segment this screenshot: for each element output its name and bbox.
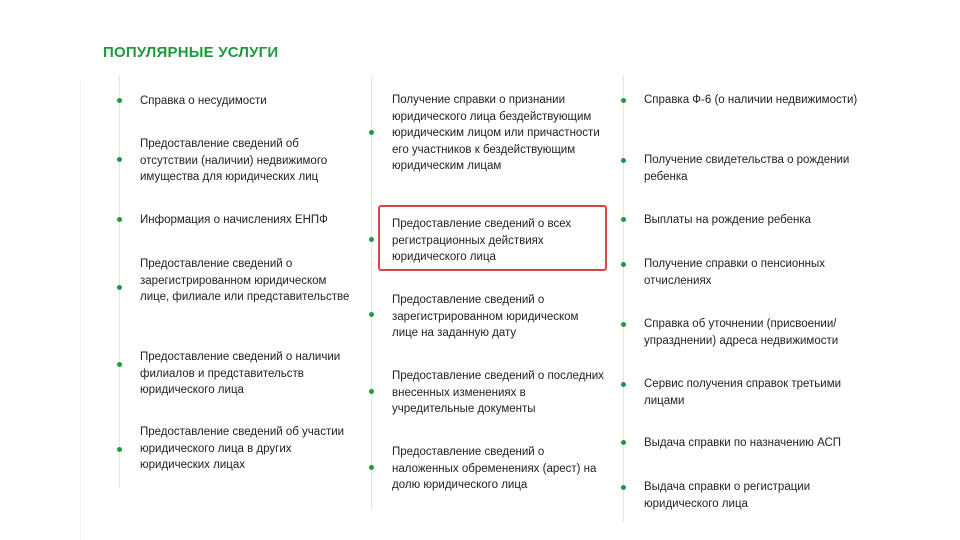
service-label[interactable]: Предоставление сведений о всех регистрационных действиях юридического лица (392, 218, 572, 263)
section-title: ПОПУЛЯРНЫЕ УСЛУГИ (103, 44, 279, 61)
bullet-dot (621, 98, 626, 103)
service-label[interactable]: Получение свидетельства о рождении ребенка (644, 154, 850, 183)
bullet-dot (369, 130, 374, 135)
service-label[interactable]: Предоставление сведений об отсутствии (наличии) недвижимого имущества для юридических лиц (140, 138, 328, 183)
bullet-dot (621, 382, 626, 387)
service-label[interactable]: Справка Ф-6 (о наличии недвижимости) (644, 94, 858, 106)
bullet-dot (117, 447, 122, 452)
bullet-dot (117, 217, 122, 222)
service-label[interactable]: Получение справки о признании юридического лица бездействующим юридическим лицом или причастности его участников к бездействующим юридическим лицам (392, 94, 600, 172)
service-label[interactable]: Предоставление сведений о зарегистрированном юридическом лице на заданную дату (392, 294, 579, 339)
bullet-dot (369, 237, 374, 242)
bullet-dot (621, 262, 626, 267)
service-label[interactable]: Предоставление сведений о наложенных обременениях (арест) на долю юридического лица (392, 446, 597, 491)
service-label[interactable]: Выплаты на рождение ребенка (644, 214, 812, 226)
bullet-dot (117, 157, 122, 162)
service-label[interactable]: Предоставление сведений о наличии филиалов и представительств юридического лица (140, 351, 341, 396)
service-label[interactable]: Информация о начислениях ЕНПФ (140, 214, 328, 226)
column-divider (371, 76, 372, 510)
service-label[interactable]: Предоставление сведений о последних внесенных изменениях в учредительные документы (392, 370, 604, 415)
service-label[interactable]: Предоставление сведений о зарегистрированном юридическом лице, филиале или представительстве (140, 258, 350, 303)
selected-service-highlight (378, 205, 607, 271)
bullet-dot (369, 465, 374, 470)
service-label[interactable]: Выдача справки о регистрации юридического лица (644, 481, 811, 510)
bullet-dot (117, 98, 122, 103)
bullet-dot (369, 389, 374, 394)
service-label[interactable]: Справка о несудимости (140, 95, 267, 107)
page-edge-divider (80, 80, 81, 540)
bullet-dot (621, 322, 626, 327)
service-label[interactable]: Получение справки о пенсионных отчислениях (644, 258, 826, 287)
column-divider (119, 76, 120, 488)
bullet-dot (117, 362, 122, 367)
service-label[interactable]: Сервис получения справок третьими лицами (644, 378, 842, 407)
service-label[interactable]: Справка об уточнении (присвоении/упразднении) адреса недвижимости (644, 318, 839, 347)
service-label[interactable]: Выдача справки по назначению АСП (644, 437, 842, 449)
bullet-dot (621, 485, 626, 490)
service-label[interactable]: Предоставление сведений об участии юридического лица в других юридических лицах (140, 426, 345, 471)
bullet-dot (117, 285, 122, 290)
column-divider (623, 76, 624, 522)
bullet-dot (621, 217, 626, 222)
bullet-dot (621, 440, 626, 445)
bullet-dot (621, 158, 626, 163)
bullet-dot (369, 312, 374, 317)
